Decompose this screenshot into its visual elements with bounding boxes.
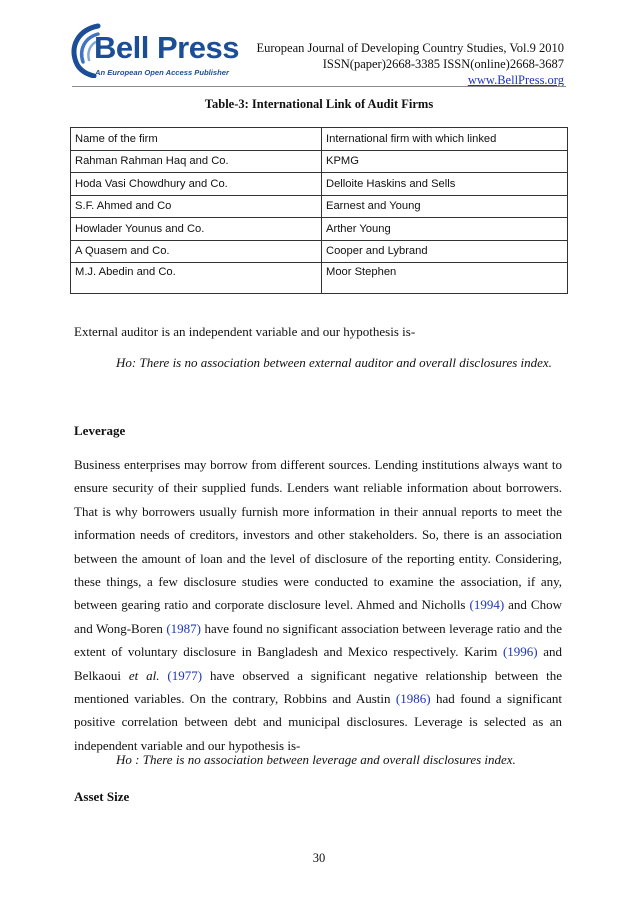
table-cell: Cooper and Lybrand bbox=[322, 240, 568, 263]
paragraph-text: extent of voluntary disclosure in Bangladesh and Mexico respectively. Karim bbox=[74, 644, 503, 660]
table-cell: A Quasem and Co. bbox=[71, 240, 322, 263]
table-row bbox=[71, 218, 568, 241]
table-cell: Arther Young bbox=[322, 218, 568, 241]
table-cell: Delloite Haskins and Sells bbox=[322, 173, 568, 196]
table-cell: M.J. Abedin and Co. bbox=[71, 263, 322, 294]
paragraph-line bbox=[74, 640, 562, 663]
paragraph-line: independent variable and our hypothesis is- bbox=[74, 737, 301, 753]
citation-link[interactable]: (1994) bbox=[469, 597, 505, 613]
paragraph-text: between gearing ratio and corporate disclosure level. Ahmed and Nicholls bbox=[74, 597, 466, 613]
table-header-cell: International firm with which linked bbox=[322, 128, 568, 151]
paragraph-text: and Wong-Boren bbox=[74, 620, 167, 636]
paragraph-line: That is why borrowers usually furnish more information in their annual reports to meet the bbox=[74, 503, 562, 519]
header-divider bbox=[72, 86, 566, 87]
paragraph-text: and Chow bbox=[504, 597, 562, 613]
table-row bbox=[71, 195, 568, 218]
leverage-paragraph bbox=[74, 453, 562, 757]
journal-title: European Journal of Developing Country Studies, Vol.9 2010 bbox=[256, 41, 564, 55]
table-header-cell: Name of the firm bbox=[71, 128, 322, 151]
et-al: et al. bbox=[128, 667, 160, 683]
table-row bbox=[71, 263, 568, 294]
table-cell: Moor Stephen bbox=[322, 263, 568, 294]
paragraph-line bbox=[74, 617, 562, 640]
external-auditor-hypothesis: Ho: There is no association between external auditor and overall disclosures index. bbox=[116, 355, 552, 370]
table-cell: Howlader Younus and Co. bbox=[71, 218, 322, 241]
asset-size-heading: Asset Size bbox=[74, 789, 130, 804]
table-row bbox=[71, 150, 568, 173]
paragraph-line bbox=[74, 593, 562, 616]
publisher-logo bbox=[68, 22, 239, 82]
paragraph-line: these things, a few disclosure studies were conducted to examine the association, if any, bbox=[74, 573, 562, 589]
paragraph-text: mentioned variables. On the contrary, Robbins and Austin bbox=[74, 690, 396, 706]
audit-firms-table bbox=[70, 127, 568, 294]
paragraph-line: information needs of creditors, investors and other stakeholders. So, there is an association bbox=[74, 527, 562, 543]
table-row bbox=[71, 173, 568, 196]
paragraph-text: have observed a significant negative relationship between the bbox=[202, 667, 563, 683]
paragraph-line bbox=[74, 687, 562, 710]
paragraph-text: and bbox=[537, 644, 562, 660]
logo-title: Bell Press bbox=[94, 30, 239, 65]
citation-link[interactable]: (1987) bbox=[166, 620, 201, 636]
paragraph-line: Business enterprises may borrow from different sources. Lending institutions always want to bbox=[74, 457, 562, 472]
citation-link[interactable]: (1977) bbox=[167, 667, 203, 683]
paragraph-text: have found no significant association between leverage ratio and the bbox=[200, 620, 562, 636]
logo-tagline: An European Open Access Publisher bbox=[95, 68, 229, 77]
leverage-heading: Leverage bbox=[74, 423, 126, 438]
table-cell: S.F. Ahmed and Co bbox=[71, 195, 322, 218]
table-caption: Table-3: International Link of Audit Firms bbox=[204, 97, 434, 111]
paragraph-line: positive correlation between debt and municipal disclosures. Leverage is selected as an bbox=[74, 714, 562, 730]
paragraph-line: between the amount of loan and the level of disclosure of the reporting entity. Considering, bbox=[74, 550, 562, 566]
external-auditor-intro: External auditor is an independent variable and our hypothesis is- bbox=[74, 324, 416, 339]
journal-url-link[interactable]: www.BellPress.org bbox=[467, 73, 564, 87]
table-cell: Earnest and Young bbox=[322, 195, 568, 218]
citation-link[interactable]: (1996) bbox=[502, 644, 538, 660]
table-cell: Rahman Rahman Haq and Co. bbox=[71, 150, 322, 173]
paragraph-line: ensure security of their supplied funds. Lenders want reliable information about borrowers. bbox=[74, 480, 562, 496]
paragraph-text: Belkaoui bbox=[74, 667, 129, 683]
journal-info bbox=[257, 40, 565, 88]
paragraph-text: had found a significant bbox=[430, 690, 562, 706]
page-number: 30 bbox=[312, 851, 326, 865]
paragraph-line bbox=[74, 664, 562, 687]
table-cell: KPMG bbox=[322, 150, 568, 173]
table-header-row bbox=[71, 128, 568, 151]
journal-issn: ISSN(paper)2668-3385 ISSN(online)2668-3687 bbox=[322, 57, 564, 71]
leverage-hypothesis: Ho : There is no association between leverage and overall disclosures index. bbox=[116, 752, 516, 767]
table-row bbox=[71, 240, 568, 263]
citation-link[interactable]: (1986) bbox=[395, 690, 431, 706]
table-cell: Hoda Vasi Chowdhury and Co. bbox=[71, 173, 322, 196]
